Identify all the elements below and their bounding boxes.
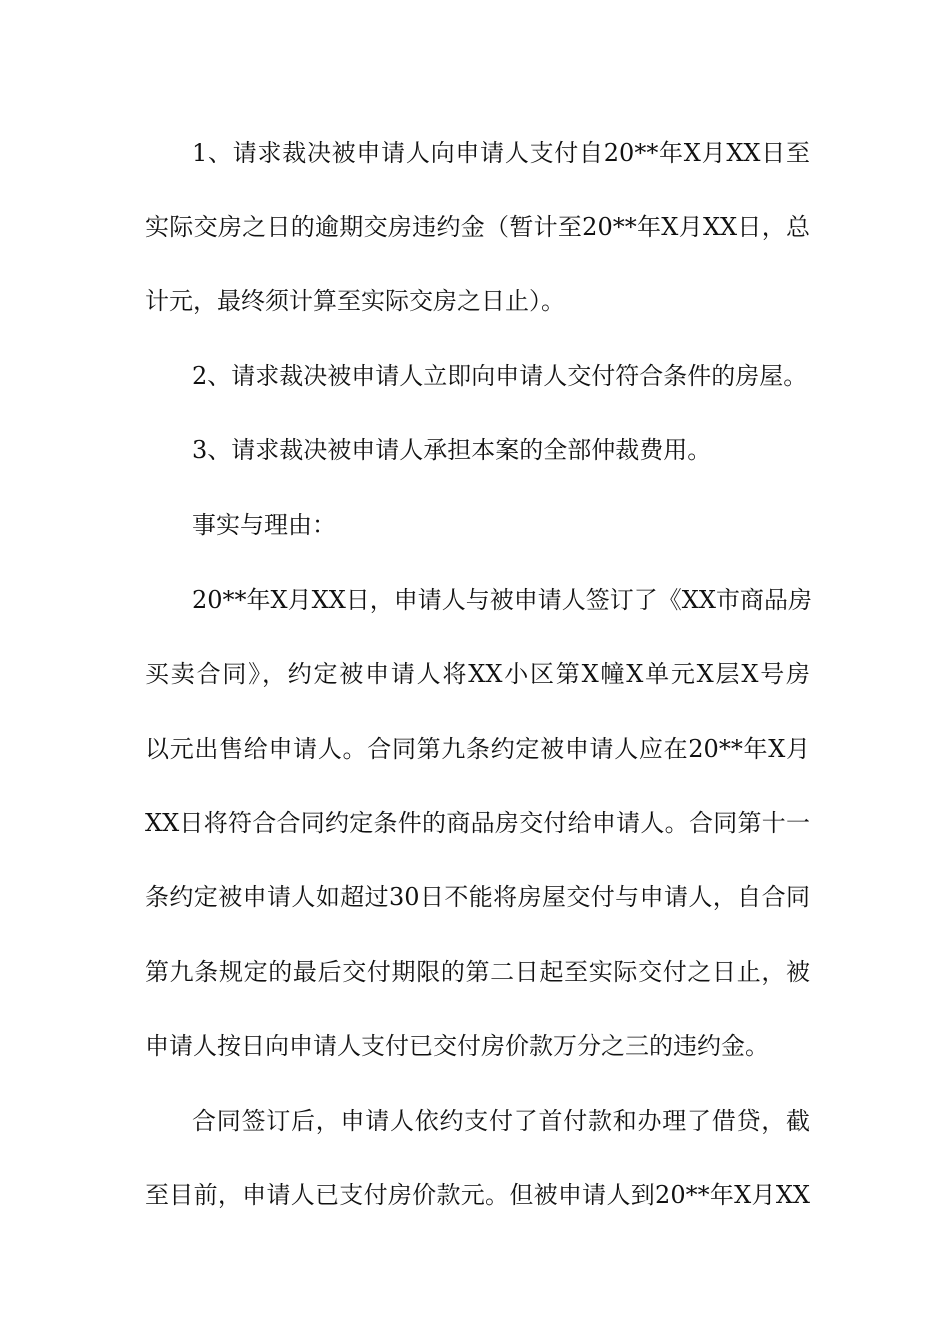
text-line: 以元出售给申请人。合同第九条约定被申请人应在20**年X月 [145, 735, 810, 763]
text-line: 条约定被申请人如超过30日不能将房屋交付与申请人，自合同 [145, 883, 810, 911]
text-line: XX日将符合合同约定条件的商品房交付给申请人。合同第十一 [145, 809, 810, 837]
text-line: 申请人按日向申请人支付已交付房价款万分之三的违约金。 [145, 1032, 769, 1060]
text-line: 计元，最终须计算至实际交房之日止）。 [145, 287, 565, 315]
text-line: 3、请求裁决被申请人承担本案的全部仲裁费用。 [192, 436, 712, 464]
text-line: 1、请求裁决被申请人向申请人支付自20**年X月XX日至 [192, 139, 810, 167]
section-heading: 事实与理由： [192, 511, 336, 539]
text-line: 买卖合同》，约定被申请人将XX小区第X幢X单元X层X号房 [145, 660, 810, 688]
text-line: 合同签订后，申请人依约支付了首付款和办理了借贷，截 [192, 1107, 810, 1135]
text-line: 至目前，申请人已支付房价款元。但被申请人到20**年X月XX [145, 1181, 810, 1209]
text-line: 第九条规定的最后交付期限的第二日起至实际交付之日止，被 [145, 958, 810, 986]
text-line: 实际交房之日的逾期交房违约金（暂计至20**年X月XX日，总 [145, 213, 810, 241]
text-line: 20**年X月XX日，申请人与被申请人签订了《XX市商品房 [192, 586, 812, 614]
text-line: 2、请求裁决被申请人立即向申请人交付符合条件的房屋。 [192, 362, 808, 390]
